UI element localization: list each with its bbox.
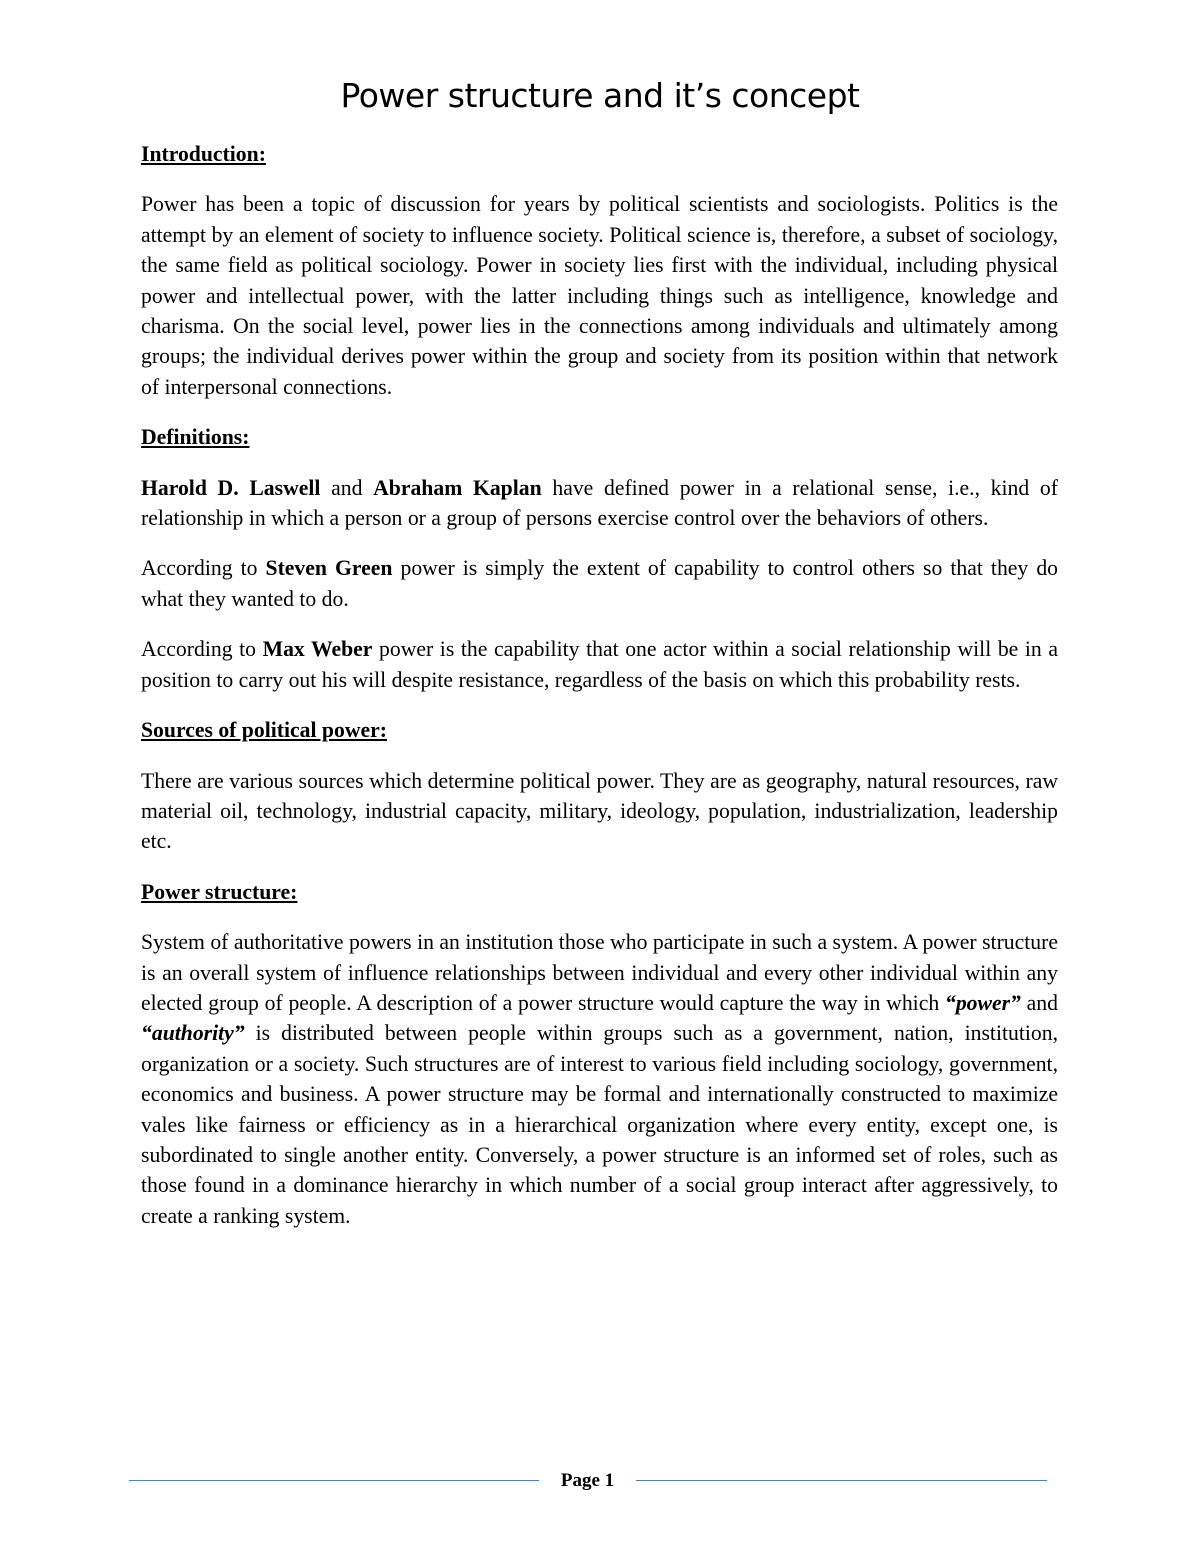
footer-rule-right [636,1480,1047,1481]
author-name: Abraham Kaplan [373,475,542,500]
power-structure-paragraph: System of authoritative powers in an institution those who participate in such a system. A power structure is an overall system of influence relationships between individual and every other individual within any elected group of people. A description of a power structure would capture the way in which “power” and “authority” is distributed between people within groups such as a government, nation, institution, organization or a society. Such structures are of interest to various field including sociology, government, economics and business. A power structure may be formal and internationally constructed to maximize vales like fairness or efficiency as in a hierarchical organization where every entity, except one, is subordinated to single another entity. Conversely, a power structure is an informed set of roles, such as those found in a dominance hierarchy in which number of a social group interact after aggressively, to create a ranking system. [141,930,1058,1228]
sources-paragraph: There are various sources which determine political power. They are as geography, natural resources, raw material oil, technology, industrial capacity, military, ideology, population, industrialization, leadership etc. [141,768,1058,854]
introduction-paragraph: Power has been a topic of discussion for years by political scientists and sociologists. Politics is the attempt by an element of society to influence society. Political science is, therefore, a subset of sociology, the same field as political sociology. Power in society lies first with the individual, including physical power and intellectual power, with the latter including things such as intelligence, knowledge and charisma. On the social level, power lies in the connections among individuals and ultimately among groups; the individual derives power within the group and society from its position within that network of interpersonal connections. [141,192,1058,399]
definition-green: According to Steven Green power is simply the extent of capability to control others so that they do what they wanted to do. [141,556,1059,611]
author-name: Max Weber [262,637,373,662]
sources-heading: Sources of political power: [141,718,387,743]
author-name: Harold D. Laswell [141,475,321,500]
footer-rule-left [129,1480,539,1481]
definition-weber: According to Max Weber power is the capability that one actor within a social relationship will be in a position to carry out his will despite resistance, regardless of the basis on which this probability rests. [141,637,1058,692]
emphasis-term: “power” [944,990,1021,1015]
definition-laswell-kaplan: Harold D. Laswell and Abraham Kaplan have defined power in a relational sense, i.e., kind of relationship in which a person or a group of persons exercise control over the behaviors of others. [141,475,1058,531]
author-name: Steven Green [265,556,393,581]
definitions-heading: Definitions: [141,425,250,450]
page-number: Page 1 [560,1470,615,1491]
introduction-heading: Introduction: [141,142,266,166]
document-body [141,139,1058,1251]
emphasis-term: “authority” [141,1021,245,1046]
power-structure-heading: Power structure: [141,879,298,904]
document-title: Power structure and it’s concept [340,76,860,115]
